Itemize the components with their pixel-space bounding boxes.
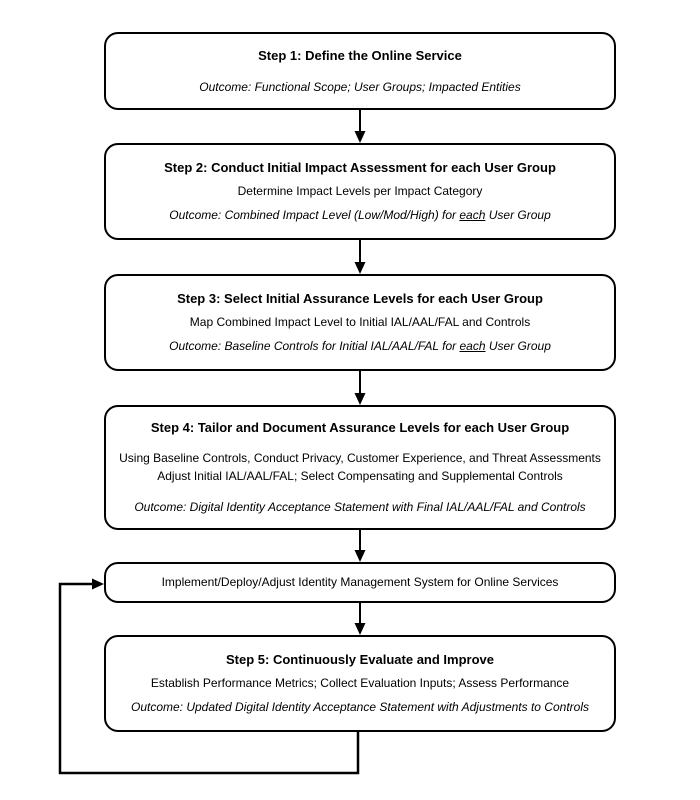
step-4-detail-2: Adjust Initial IAL/AAL/FAL; Select Compensating and Supplemental Controls <box>157 469 563 483</box>
step-2-title: Step 2: Conduct Initial Impact Assessment for each User Group <box>164 160 556 175</box>
arrow-step2-to-step3 <box>355 240 366 274</box>
step-5-outcome-text: Outcome: Updated Digital Identity Acceptance Statement with Adjustments to Controls <box>130 700 589 714</box>
node-step-4 <box>104 405 616 530</box>
node-step-2 <box>104 143 616 240</box>
step-2-outcome <box>169 209 551 222</box>
step-3-outcome-suffix: User Group <box>485 339 551 353</box>
step-3-outcome-text: Outcome: Baseline Controls for Initial IAL/AAL/FAL for <box>169 339 460 353</box>
node-step-5 <box>104 635 616 732</box>
step-4-outcome-text: Outcome: Digital Identity Acceptance Statement with Final IAL/AAL/FAL and Controls <box>134 500 586 514</box>
step-5-title: Step 5: Continuously Evaluate and Improve <box>226 652 494 667</box>
step-4-outcome <box>134 501 585 514</box>
step-2-outcome-suffix: User Group <box>485 208 551 222</box>
step-1-outcome <box>199 81 520 94</box>
arrow-step4-to-implement <box>355 530 366 562</box>
step-2-detail: Determine Impact Levels per Impact Category <box>237 184 483 198</box>
step-4-detail-group <box>119 452 601 483</box>
step-5-outcome <box>131 701 589 714</box>
step-4-title: Step 4: Tailor and Document Assurance Levels for each User Group <box>150 420 570 435</box>
step-3-title: Step 3: Select Initial Assurance Levels for each User Group <box>177 291 543 306</box>
step-3-outcome-underlined: each <box>459 339 486 353</box>
step-5-detail: Establish Performance Metrics; Collect Evaluation Inputs; Assess Performance <box>150 676 570 690</box>
step-3-outcome <box>169 340 551 353</box>
step-4-detail-1: Using Baseline Controls, Conduct Privacy, Customer Experience, and Threat Assessments <box>119 451 601 465</box>
step-1-outcome-text: Outcome: Functional Scope; User Groups; Impacted Entities <box>199 79 521 94</box>
arrow-step1-to-step2 <box>355 110 366 143</box>
node-step-3 <box>104 274 616 371</box>
arrow-step3-to-step4 <box>355 371 366 405</box>
node-implement <box>104 562 616 603</box>
node-step-1 <box>104 32 616 110</box>
step-1-title: Step 1: Define the Online Service <box>258 47 462 63</box>
step-2-outcome-text: Outcome: Combined Impact Level (Low/Mod/High) for <box>169 208 460 222</box>
step-3-detail: Map Combined Impact Level to Initial IAL/AAL/FAL and Controls <box>189 315 531 329</box>
implement-text: Implement/Deploy/Adjust Identity Management System for Online Services <box>161 575 559 589</box>
arrow-implement-to-step5 <box>355 603 366 635</box>
step-2-outcome-underlined: each <box>459 208 486 222</box>
